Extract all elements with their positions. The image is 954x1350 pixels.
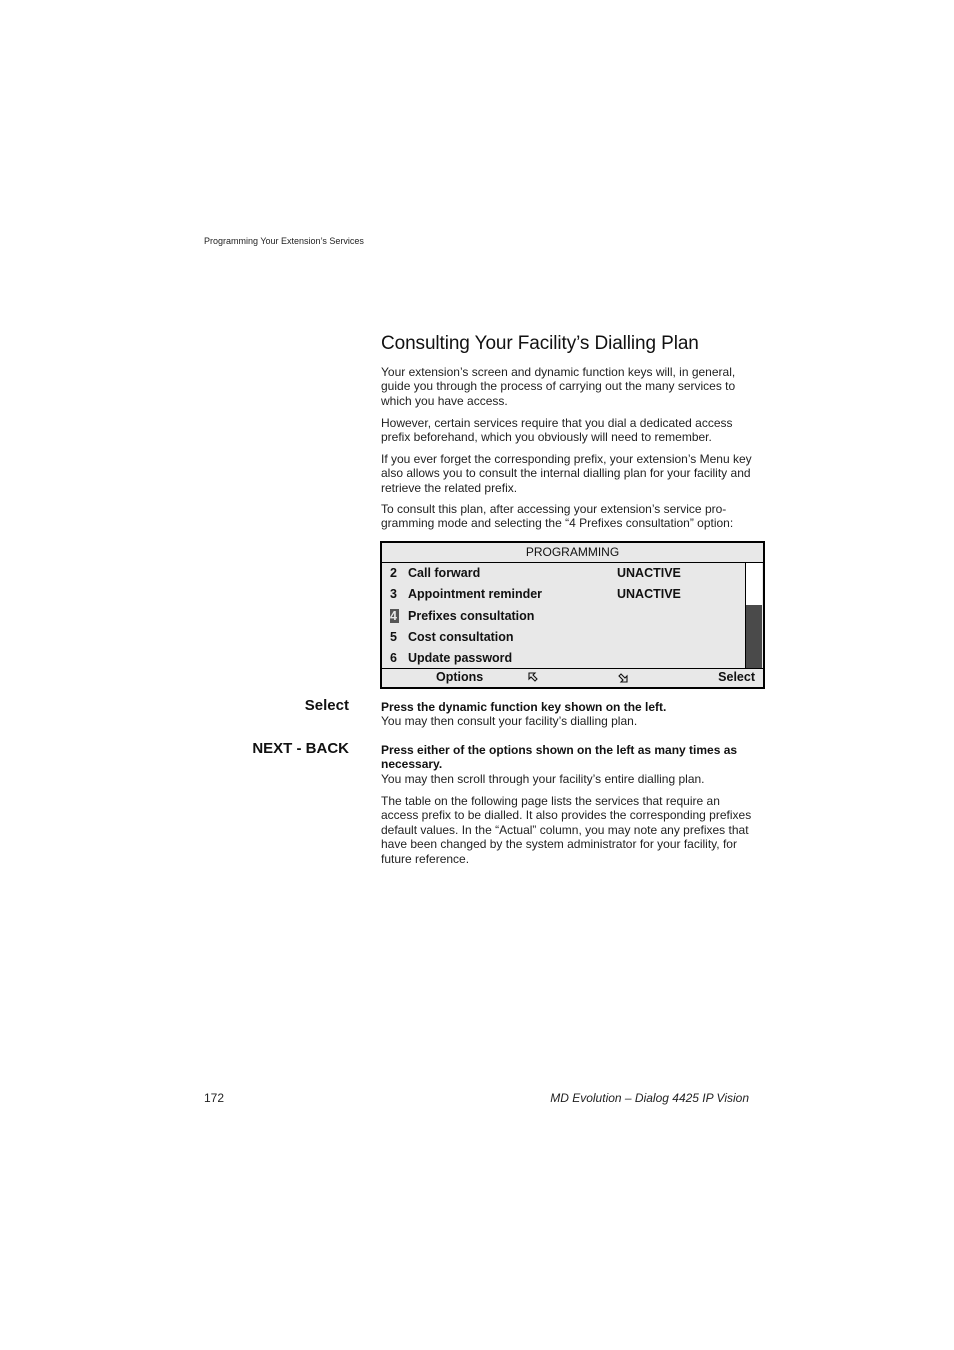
selection-cursor: 4 — [390, 609, 399, 623]
menu-item-call-forward[interactable] — [382, 563, 745, 584]
step-result: You may then scroll through your facility’s entire dialling plan. — [381, 771, 705, 786]
menu-list — [382, 563, 745, 669]
select-softkey[interactable]: Select — [718, 670, 755, 684]
menu-item-cost-consultation[interactable] — [382, 627, 745, 648]
menu-item-label: Call forward — [408, 566, 481, 580]
options-softkey[interactable]: Options — [436, 670, 484, 684]
select-key-label: Select — [304, 697, 349, 714]
document-title: MD Evolution – Dialog 4425 IP Vision — [550, 1091, 749, 1105]
menu-item-label: Prefixes consultation — [408, 609, 535, 623]
intro-paragraph-1: Your extension’s screen and dynamic function keys will, in general, guide you through the process of carrying out the many services to which you have access. — [381, 365, 736, 408]
arrow-up-icon[interactable] — [527, 671, 539, 683]
step-instruction: Press the dynamic function key shown on the left. — [381, 700, 667, 714]
intro-paragraph-4: To consult this plan, after accessing your extension’s service pro-gramming mode and selecting the “4 Prefixes consultation” option: — [381, 502, 734, 531]
page-number: 172 — [204, 1091, 225, 1105]
scrollbar[interactable] — [745, 563, 762, 668]
arrow-down-icon[interactable] — [617, 672, 629, 684]
intro-paragraph-3: If you ever forget the corresponding prefix, your extension’s Menu key also allows you to consult the internal dialling plan for your facility and retrieve the related prefix. — [381, 452, 752, 495]
page-title: Consulting Your Facility’s Dialling Plan — [381, 333, 699, 354]
closing-paragraph: The table on the following page lists the services that require an access prefix to be dialled. It also provides the corresponding prefixes default values. In the “Actual” column, you may note any prefixes that have been changed by the system administrator for your facility, for future reference. — [381, 794, 752, 866]
menu-item-appointment-reminder[interactable] — [382, 584, 745, 605]
menu-item-label: Update password — [408, 651, 513, 665]
menu-item-number: 6 — [390, 651, 397, 665]
step-next-back — [381, 743, 753, 786]
step-result: You may then consult your facility’s dialling plan. — [381, 714, 638, 729]
menu-item-number: 3 — [390, 587, 397, 601]
menu-item-status: UNACTIVE — [617, 587, 681, 601]
screen-title: PROGRAMMING — [382, 543, 763, 563]
scrollbar-thumb[interactable] — [746, 605, 762, 668]
phone-screen — [380, 541, 765, 689]
menu-item-status: UNACTIVE — [617, 566, 681, 580]
intro-paragraph-2: However, certain services require that you dial a dedicated access prefix beforehand, which you obviously will need to remember. — [381, 416, 733, 445]
running-head: Programming Your Extension’s Services — [204, 236, 364, 246]
menu-item-label: Appointment reminder — [408, 587, 543, 601]
menu-item-number: 5 — [390, 630, 397, 644]
menu-item-prefixes-consultation[interactable] — [382, 606, 745, 627]
menu-item-label: Cost consultation — [408, 630, 514, 644]
menu-item-number: 2 — [390, 566, 397, 580]
next-back-key-label: NEXT - BACK — [252, 740, 349, 757]
step-instruction: Press either of the options shown on the left as many times as necessary. — [381, 743, 738, 772]
menu-item-update-password[interactable] — [382, 648, 745, 669]
step-select — [381, 700, 753, 729]
softkey-bar — [382, 668, 763, 688]
